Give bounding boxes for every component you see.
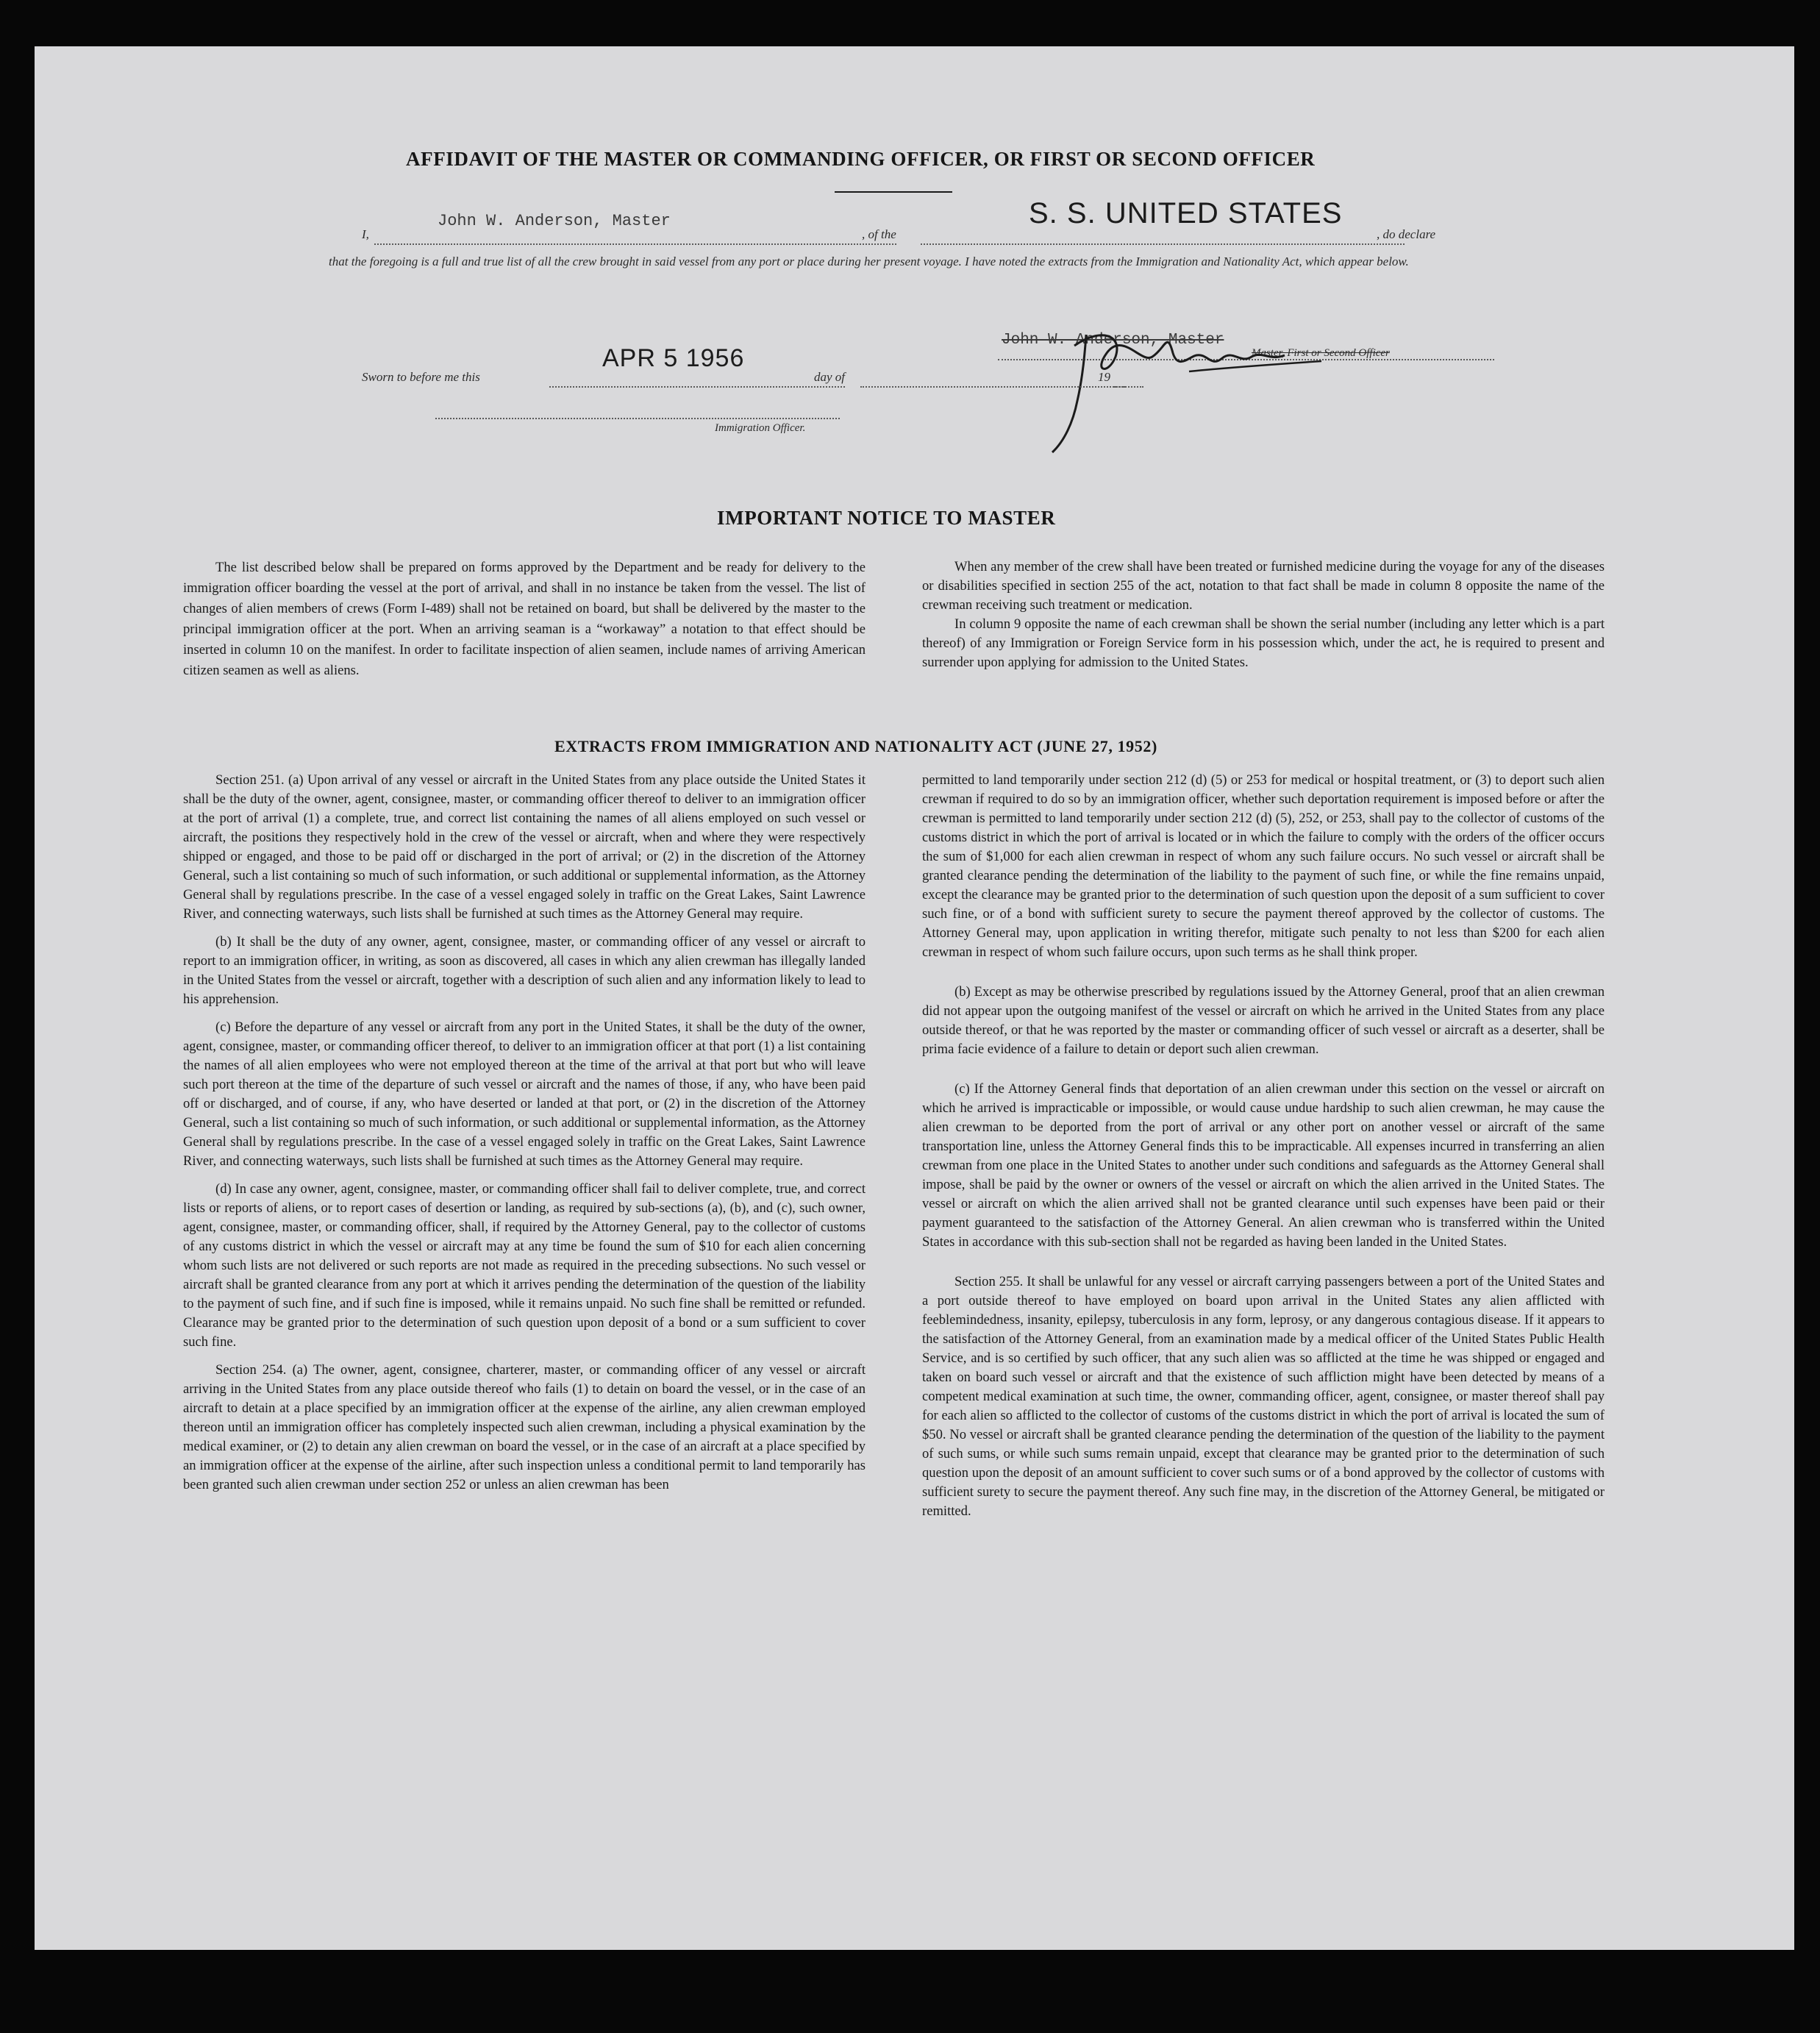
section-254-a: Section 254. (a) The owner, agent, consignee, charterer, master, or commanding officer of any vessel or aircraft arriving in the United States from any place outside thereof who fails (1) to detain on board the vessel, or in the case of an aircraft to detain at a place specified by an immigration officer at the expense of the airline, any alien crewman employed thereon until an immigration officer has completely inspected such alien crewman, including a physical examination by the medical examiner, or (2) to detain any alien crewman on board the vessel, or in the case of an aircraft at a place specified by an immigration officer at the expense of the airline, after such inspection unless a conditional permit to land temporarily has been granted such alien crewman under section 252 or unless an alien crewman has been: [183, 1362, 866, 1492]
document-sheet: [35, 46, 1794, 1950]
month-line: [860, 386, 1125, 388]
section-254-a-continued: permitted to land temporarily under section 212 (d) (5) or 253 for medical or hospital treatment, or (3) to deport such alien crewman if required to do so by an immigration officer, whether such deportation requirement is imposed before or after the crewman is permitted to land temporarily under section 212 (d) (5), 252, or 253, shall pay to the collector of customs of the customs district in which the port of arrival is located or in which the failure to comply with the orders of the officer occurs the sum of $1,000 for each alien crewman in respect of whom any such failure occurs. No such vessel or aircraft shall be granted clearance pending the determination of the liability to the payment of such fine, or while the fine remains unpaid, except the clearance may be granted prior to the determination of such question upon the deposit of a sum sufficient to cover such fine, or of a bond with sufficient surety to secure the payment thereof approved by the collector of customs. The Attorney General may, upon application in writing therefor, mitigate such penalty to not less than $200 for each alien crewman in respect of whom such failure occurs, upon such terms as he shall think proper.: [922, 772, 1605, 960]
sworn-label: Sworn to before me this: [362, 370, 480, 384]
vessel-line: [921, 243, 1405, 245]
notice-right-column: [922, 558, 1605, 672]
year-line: [1114, 386, 1143, 388]
extracts-title: EXTRACTS FROM IMMIGRATION AND NATIONALITY ACT (JUNE 27, 1952): [554, 737, 1157, 755]
sworn-date-line: [549, 386, 845, 388]
day-of-label: day of: [814, 370, 846, 384]
vessel-name: S. S. UNITED STATES: [1029, 197, 1343, 229]
declarant-name: John W. Anderson, Master: [438, 212, 671, 230]
signer-typed-name: John W. Anderson, Master: [1002, 332, 1224, 349]
extracts-left-column: [183, 771, 866, 1495]
title-rule: [835, 191, 952, 193]
year-label: 19: [1098, 370, 1110, 384]
immigration-officer-label: Immigration Officer.: [715, 422, 806, 434]
section-254-c: (c) If the Attorney General finds that deportation of an alien crewman under this section on the vessel or aircraft on which he arrived is impracticable or impossible, or would cause undue hardship to such alien crewman, he may cause the alien crewman to be deported from the port of arrival or any other port on another vessel or aircraft of the same transportation line, unless the Attorney General finds this to be impracticable. All expenses incurred in transferring an alien crewman from one place in the United States to another under such conditions and safeguards as the Attorney General shall impose, shall be paid by the owner or owners of the vessel or aircraft on which the alien arrived in the United States. The vessel or aircraft on which the alien arrived shall not be granted clearance until such expenses have been paid or their payment guaranteed to the satisfaction of the Attorney General. An alien crewman who is transferred within the United States in accordance with this sub-section shall not be regarded as having been landed in the United States.: [922, 1081, 1605, 1250]
declarant-line: [374, 243, 896, 245]
notice-left-column: [183, 558, 866, 681]
section-251-c: (c) Before the departure of any vessel or aircraft from any port in the United States, it shall be the duty of the owner, agent, consignee, master, or commanding officer thereof, to deliver to an immigration officer at that port (1) a list containing the names of all alien employees who were not employed thereon at the time of the arrival at that port but who will leave such port thereon at the time of the departure of such vessel or aircraft and the names of those, if any, who have been paid off or discharged, and of course, if any, who have deserted or landed at that port, or (2) in the discretion of the Attorney General, such a list containing so much of such information, or such additional or supplemental information, as the Attorney General shall by regulations prescribe. In the case of a vessel engaged solely in traffic on the Great Lakes, Saint Lawrence River, and connecting waterways, such lists shall be furnished at such times as the Attorney General may require.: [183, 1019, 866, 1169]
officer-line: [435, 418, 840, 419]
affidavit-title: AFFIDAVIT OF THE MASTER OR COMMANDING OFFICER, OR FIRST OR SECOND OFFICER: [406, 148, 1316, 170]
section-251-b: (b) It shall be the duty of any owner, agent, consignee, master, or commanding officer of any vessel or aircraft to report to an immigration officer, in writing, as soon as discovered, all cases in which any alien crewman has illegally landed in the United States from the vessel or aircraft, together with a description of such alien and any information likely to lead to his apprehension.: [183, 934, 866, 1007]
section-255: Section 255. It shall be unlawful for any vessel or aircraft carrying passengers between a port of the United States and a port outside thereof to have employed on board upon arrival in the United States any alien afflicted with feeblemindedness, insanity, epilepsy, tuberculosis in any form, leprosy, or any dangerous contagious disease. If it appears to the satisfaction of the Attorney General, from an examination made by a medical officer of the United States Public Health Service, and is so certified by such officer, that any such alien was so afflicted at the time he was shipped or engaged and taken on board such vessel or aircraft and that the existence of such affliction might have been detected by means of a competent medical examination at such time, the owner, commanding officer, agent, consignee, or master thereof shall pay for each alien so afflicted to the collector of customs of the customs district in which the port of arrival is located the sum of $50. No vessel or aircraft shall be granted clearance pending the determination of the question of the liability to the payment of such sums, or while such sums remain unpaid, except that clearance may be granted prior to the determination of such question upon the deposit of an amount sufficient to cover such sums or of a bond approved by the collector of customs with sufficient surety to secure the payment thereof. Any such fine may, in the discretion of the Attorney General, be mitigated or remitted.: [922, 1274, 1605, 1519]
extracts-right-column: [922, 771, 1605, 1521]
notice-right-paragraph-2: In column 9 opposite the name of each crewman shall be shown the serial number (including any letter which is a part thereof) of any Immigration or Foreign Service form in his possession which, under the act, he is required to present and surrender upon applying for admission to the United States.: [922, 616, 1605, 670]
notice-title: IMPORTANT NOTICE TO MASTER: [717, 507, 1056, 529]
sworn-date-stamp: APR 5 1956: [602, 344, 745, 372]
of-the-label: , of the: [862, 227, 896, 241]
section-251-d: (d) In case any owner, agent, consignee, master, or commanding officer shall fail to deliver complete, true, and correct lists or reports of aliens, or to report cases of desertion or landing, as required by sub-sections (a), (b), and (c), such owner, agent, consignee, master, or commanding officer, shall, if required by the Attorney General, pay to the collector of customs of any customs district in which the vessel or aircraft may at any time be found the sum of $10 for each alien concerning whom such lists are not delivered or such reports are not made as required in the preceding subsections. No such vessel or aircraft shall be granted clearance from any port at which it arrives pending the determination of the question of the liability to the payment of such fine, and if such fine is imposed, while it remains unpaid. No such fine shall be remitted or refunded. Clearance may be granted prior to the determination of such question upon deposit of a bond or a sum sufficient to cover such fine.: [183, 1181, 866, 1350]
signer-role-label: Master, First or Second Officer: [1252, 347, 1390, 359]
declaration-text: that the foregoing is a full and true list of all the crew brought in said vessel from any port or place during her present voyage. I have noted the extracts from the Immigration and Nationality Act, which appear below.: [329, 254, 1409, 268]
section-251-a: Section 251. (a) Upon arrival of any vessel or aircraft in the United States from any place outside the United States it shall be the duty of the owner, agent, consignee, master, or commanding officer thereof to deliver to an immigration officer at the port of arrival (1) a complete, true, and correct list containing the names of all aliens employed on such vessel or aircraft, the positions they respectively hold in the crew of the vessel or aircraft, when and where they were respectively shipped or engaged, and those to be paid off or discharged in the port of arrival; or (2) in the discretion of the Attorney General, such a list containing so much of such information, or such additional or supplemental information, as the Attorney General shall by regulations prescribe. In the case of a vessel engaged solely in traffic on the Great Lakes, Saint Lawrence River, and connecting waterways, such lists shall be furnished at such times as the Attorney General may require.: [183, 772, 866, 922]
do-declare-label: , do declare: [1377, 227, 1436, 241]
section-254-b: (b) Except as may be otherwise prescribed by regulations issued by the Attorney General, proof that an alien crewman did not appear upon the outgoing manifest of the vessel or aircraft on which he arrived in the United States from any place outside thereof, or that he was reported by the master or commanding officer of such vessel or aircraft as a deserter, shall be prima facie evidence of a failure to detain or deport such alien crewman.: [922, 984, 1605, 1057]
notice-left-paragraph: The list described below shall be prepared on forms approved by the Department and be ready for delivery to the immigration officer boarding the vessel at the port of arrival, and shall in no instance be taken from the vessel. The list of changes of alien members of crews (Form I-489) shall not be retained on board, but shall be delivered by the master to the principal immigration officer at the port. When an arriving seaman is a “workaway” a notation to that effect should be inserted in column 10 on the manifest. In order to facilitate inspection of alien seamen, include names of arriving American citizen seamen as well as aliens.: [183, 560, 866, 678]
i-label: I,: [362, 227, 369, 241]
notice-right-paragraph-1: When any member of the crew shall have been treated or furnished medicine during the voyage for any of the diseases or disabilities specified in section 255 of the act, notation to that fact shall be made in column 8 opposite the name of the crewman receiving such treatment or medication.: [922, 559, 1605, 613]
